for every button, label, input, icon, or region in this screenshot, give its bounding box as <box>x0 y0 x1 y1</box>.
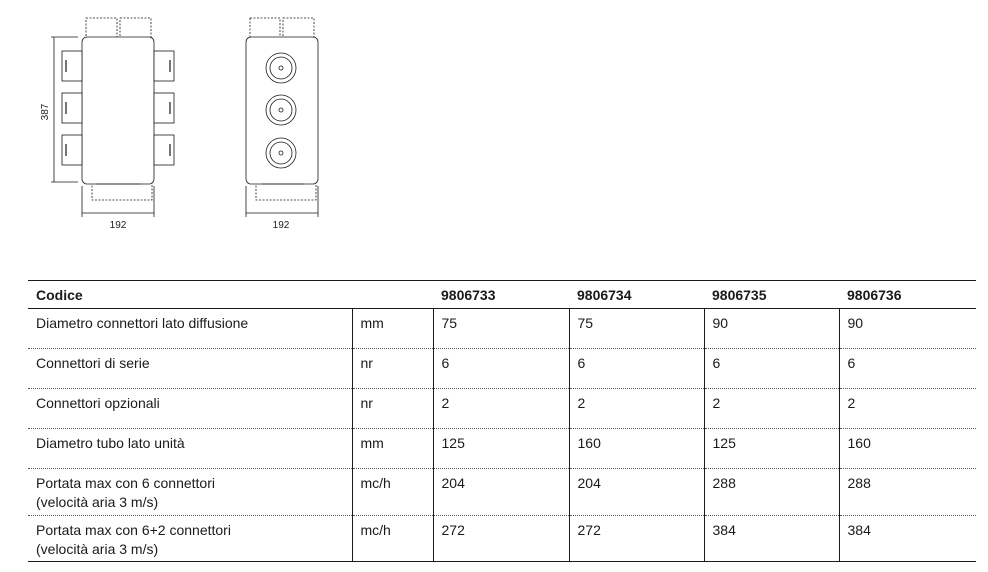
row-value: 288 <box>704 469 839 516</box>
row-label <box>28 469 352 516</box>
row-unit: nr <box>352 389 433 429</box>
row-value: 6 <box>839 349 976 389</box>
table-row <box>28 469 976 516</box>
row-label: Diametro connettori lato diffusione <box>28 309 352 349</box>
row-unit: nr <box>352 349 433 389</box>
row-value: 2 <box>839 389 976 429</box>
row-value: 272 <box>433 516 569 562</box>
row-value: 288 <box>839 469 976 516</box>
table-header-row <box>28 281 976 309</box>
row-value: 75 <box>569 309 704 349</box>
row-value: 204 <box>433 469 569 516</box>
row-value: 2 <box>569 389 704 429</box>
row-label: Connettori opzionali <box>28 389 352 429</box>
row-value: 90 <box>704 309 839 349</box>
row-value: 125 <box>433 429 569 469</box>
front-view <box>246 18 318 217</box>
row-value: 6 <box>569 349 704 389</box>
row-label-line1: Portata max con 6+2 connettori <box>36 522 231 538</box>
specifications-table <box>28 280 976 562</box>
row-value: 272 <box>569 516 704 562</box>
row-value: 125 <box>704 429 839 469</box>
header-code: 9806736 <box>839 281 976 309</box>
row-label <box>28 516 352 562</box>
row-label-line2: (velocità aria 3 m/s) <box>36 494 159 510</box>
table-row <box>28 516 976 562</box>
row-unit: mc/h <box>352 516 433 562</box>
header-unit <box>352 281 433 309</box>
row-unit: mm <box>352 309 433 349</box>
header-code: 9806734 <box>569 281 704 309</box>
row-value: 90 <box>839 309 976 349</box>
row-unit: mc/h <box>352 469 433 516</box>
row-value: 6 <box>704 349 839 389</box>
table-row <box>28 389 976 429</box>
height-dimension-label: 387 <box>40 103 51 121</box>
row-value: 160 <box>839 429 976 469</box>
row-value: 6 <box>433 349 569 389</box>
table-row <box>28 309 976 349</box>
width-dimension-label-right: 192 <box>272 220 290 231</box>
header-code: 9806735 <box>704 281 839 309</box>
row-label: Connettori di serie <box>28 349 352 389</box>
side-view <box>51 18 174 217</box>
row-value: 160 <box>569 429 704 469</box>
header-label: Codice <box>28 281 352 309</box>
header-code: 9806733 <box>433 281 569 309</box>
row-value: 2 <box>433 389 569 429</box>
width-dimension-label-left: 192 <box>109 220 127 231</box>
row-label-line2: (velocità aria 3 m/s) <box>36 541 159 557</box>
row-value: 384 <box>839 516 976 562</box>
table-row <box>28 429 976 469</box>
table-row <box>28 349 976 389</box>
row-value: 384 <box>704 516 839 562</box>
row-value: 204 <box>569 469 704 516</box>
row-unit: mm <box>352 429 433 469</box>
row-label: Diametro tubo lato unità <box>28 429 352 469</box>
row-value: 2 <box>704 389 839 429</box>
row-value: 75 <box>433 309 569 349</box>
row-label-line1: Portata max con 6 connettori <box>36 475 215 491</box>
technical-drawing <box>0 0 340 240</box>
